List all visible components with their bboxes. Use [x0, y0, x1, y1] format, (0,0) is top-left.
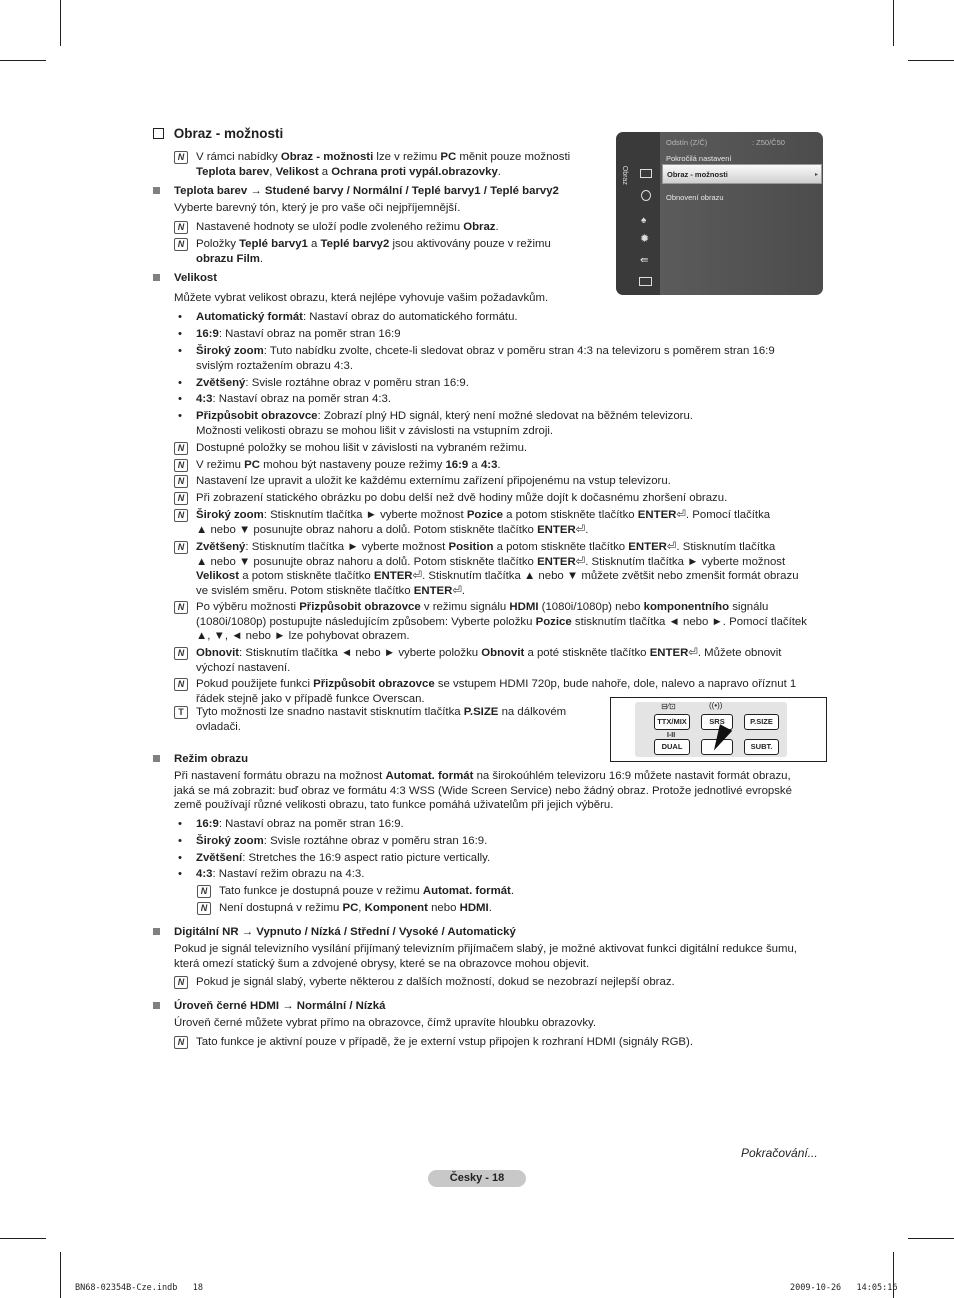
crop-mark: [0, 60, 46, 61]
subsection-heading: Digitální NR → Vypnuto / Nízká / Střední / Vysoké / Automatický: [153, 925, 813, 940]
remote-button[interactable]: DUAL: [654, 739, 690, 755]
note: N Pokud použijete funkci Přizpůsobit obrazovce se vstupem HDMI 720p, bude nahoře, dole, nalevo a napravo oříznut 1 řádek stejně jako v případě funkce Overscan.: [174, 677, 834, 692]
crop-mark: [908, 60, 954, 61]
footer-file: BN68-02354B-Cze.indb 18: [75, 1283, 203, 1293]
note-icon: N: [174, 442, 188, 455]
setup-icon: ✹: [640, 233, 650, 245]
list-item: • Široký zoom: Svisle roztáhne obraz v poměru stran 16:9.: [178, 835, 488, 847]
paragraph: Pokud je signál televizního vysílání přijímaný televizním přijímačem slabý, je možné aktivovat funkci digitální redukce šumu, která omezí statický šum a zdvojené obrysy, které se na obrazovce mohou objevit.: [174, 943, 797, 970]
note-icon: N: [174, 151, 188, 164]
note: N Široký zoom: Stisknutím tlačítka ► vyberte možnost Pozice a potom stiskněte tlačítko ENTER⏎. Pomocí tlačítka ▲ nebo ▼ posunujte obraz nahoru a dolů. Potom stiskněte tlačítko ENTER⏎.: [174, 508, 834, 523]
subsection-heading: Velikost: [153, 271, 813, 286]
bullet-square-icon: [153, 274, 160, 281]
page-number: Česky - 18: [428, 1170, 526, 1187]
note-icon: N: [174, 238, 188, 251]
note: N Po výběru možnosti Přizpůsobit obrazovce v režimu signálu HDMI (1080i/1080p) nebo komponentního signálu (1080i/1080p) postupujte následujícím způsobem: Vyberte položku Pozice stisknutím tlačítka ◄ nebo ►. Pomocí tlačítek ▲, ▼, ◄ nebo ► lze pohybovat obrazem.: [174, 600, 834, 615]
list-item: • 4:3: Nastaví režim obrazu na 4:3.: [178, 868, 365, 880]
remote-control-illustration: [610, 697, 827, 762]
crop-mark: [0, 1238, 46, 1239]
list-item: • Široký zoom: Tuto nabídku zvolte, chcete-li sledovat obraz v poměru stran 4:3 na televizoru s poměrem stran 16:9 svislým roztažením obrazu 4:3.: [178, 345, 775, 372]
ttx-icon: ⊟⁄⊡: [661, 702, 676, 711]
note: N Není dostupná v režimu PC, Komponent nebo HDMI.: [197, 901, 857, 916]
crop-mark: [908, 1238, 954, 1239]
note-icon: N: [174, 221, 188, 234]
note-icon: N: [197, 902, 211, 915]
note-cont: Teplota barev, Velikost a Ochrana proti vypál.obrazovky.: [196, 166, 501, 178]
note-icon: N: [174, 976, 188, 989]
menu-item-label: Obraz - možnosti: [667, 170, 728, 179]
note: N V režimu PC mohou být nastaveny pouze režimy 16:9 a 4:3.: [174, 458, 834, 473]
crop-mark: [893, 0, 894, 46]
srs-icon: ((•)): [709, 701, 723, 710]
note-icon: N: [174, 541, 188, 554]
menu-item-value: : Z50/Č50: [752, 138, 785, 147]
remote-button[interactable]: SRS: [701, 714, 733, 730]
tip: T Tyto možnosti lze snadno nastavit stisknutím tlačítka P.SIZE na dálkovém ovladači.: [174, 705, 834, 720]
list-item: • Zvětšení: Stretches the 16:9 aspect ratio picture vertically.: [178, 852, 491, 864]
remote-button[interactable]: TTX/MIX: [654, 714, 690, 730]
section-heading: [153, 127, 283, 142]
list-item: • Přizpůsobit obrazovce: Zobrazí plný HD signál, který není možné sledovat na běžném televizoru. Možnosti velikosti obrazu se mohou lišit v závislosti na vstupním zdroji.: [178, 410, 693, 437]
section-title: Obraz - možnosti: [173, 126, 284, 141]
menu-item-label: Obnovení obrazu: [666, 193, 724, 202]
paragraph: Můžete vybrat velikost obrazu, která nejlépe vyhovuje vašim požadavkům.: [174, 292, 549, 304]
checkbox-icon: [153, 128, 164, 139]
list-item: • 16:9: Nastaví obraz na poměr stran 16:9.: [178, 818, 404, 830]
menu-item-label: Odstín (Z/Č): [666, 138, 708, 147]
subsection-heading: Režim obrazu: [153, 752, 813, 767]
note: N Nastavení lze upravit a uložit ke každému externímu zařízení připojenému na vstup televizoru.: [174, 474, 834, 489]
note: N Při zobrazení statického obrázku po dobu delší než dvě hodiny může dojít k dočasnému zhoršení obrazu.: [174, 491, 834, 506]
note: N Nastavené hodnoty se uloží podle zvoleného režimu Obraz.: [174, 220, 834, 235]
bullet-square-icon: [153, 1002, 160, 1009]
note: N Položky Teplé barvy1 a Teplé barvy2 jsou aktivovány pouze v režimu obrazu Film.: [174, 237, 834, 252]
remote-button[interactable]: SUBT.: [744, 739, 779, 755]
note: N Dostupné položky se mohou lišit v závislosti na vybraném režimu.: [174, 441, 834, 456]
note-icon: N: [174, 509, 188, 522]
note: N Pokud je signál slabý, vyberte některou z dalších možností, dokud se nezobrazí nejlepší obraz.: [174, 975, 834, 990]
paragraph: Vyberte barevný tón, který je pro vaše oči nejpříjemnější.: [174, 202, 461, 214]
note: N Zvětšený: Stisknutím tlačítka ► vyberte možnost Position a potom stiskněte tlačítko ENTER⏎. Stisknutím tlačítka ▲ nebo ▼ posunujte obraz nahoru a dolů. Potom stiskněte tlačítko ENTER⏎. Stisknutím tlačítka ► vyberte možnost Velikost a potom stiskněte tlačítko ENTER⏎. Stisknutím tlačítka ▲ nebo ▼ můžete zvětšit nebo zmenšit formát obrazu ve svislém směru. Potom stiskněte tlačítko ENTER⏎.: [174, 540, 834, 555]
note-icon: N: [174, 459, 188, 472]
list-item: • 4:3: Nastaví obraz na poměr stran 4:3.: [178, 393, 392, 405]
note: N Obnovit: Stisknutím tlačítka ◄ nebo ► vyberte položku Obnovit a poté stiskněte tlačítko ENTER⏎. Můžete obnovit výchozí nastavení.: [174, 646, 834, 661]
bullet-square-icon: [153, 928, 160, 935]
note-icon: N: [174, 475, 188, 488]
note-icon: N: [174, 647, 188, 660]
remote-button-sublabel: I-II: [667, 732, 676, 739]
input-icon: ⇚: [640, 255, 649, 266]
note-icon: N: [174, 601, 188, 614]
bullet-square-icon: [153, 755, 160, 762]
channel-icon: ♠: [641, 215, 647, 226]
note: N Tato funkce je aktivní pouze v případě, že je externí vstup připojen k rozhraní HDMI (signály RGB).: [174, 1035, 834, 1050]
subsection-heading: Úroveň černé HDMI → Normální / Nízká: [153, 999, 813, 1014]
chevron-right-icon: ▸: [814, 172, 818, 178]
list-item: • Automatický formát: Nastaví obraz do automatického formátu.: [178, 311, 518, 323]
note: N V rámci nabídky Obraz - možnosti lze v režimu PC měnit pouze možnosti: [174, 150, 574, 165]
note: N Tato funkce je dostupná pouze v režimu Automat. formát.: [197, 884, 857, 899]
crop-mark: [60, 0, 61, 46]
remote-button[interactable]: P.SIZE: [744, 714, 779, 730]
list-item: • 16:9: Nastaví obraz na poměr stran 16:9: [178, 328, 401, 340]
paragraph: Úroveň černé můžete vybrat přímo na obrazovce, čímž upravíte hloubku obrazovky.: [174, 1017, 597, 1029]
note-icon: N: [174, 1036, 188, 1049]
note-icon: N: [174, 678, 188, 691]
note-icon: N: [197, 885, 211, 898]
menu-item-label: Pokročilá nastavení: [666, 154, 732, 163]
note-icon: N: [174, 492, 188, 505]
crop-mark: [60, 1252, 61, 1298]
continued-label: Pokračování...: [741, 1146, 818, 1160]
subsection-heading: Teplota barev → Studené barvy / Normální / Teplé barvy1 / Teplé barvy2: [153, 184, 813, 199]
menu-side-label: Obraz: [620, 165, 628, 185]
list-item: • Zvětšený: Svisle roztáhne obraz v poměru stran 16:9.: [178, 377, 469, 389]
paragraph: Při nastavení formátu obrazu na možnost Automat. formát na širokoúhlém televizoru 16:9 můžete nastavit formát obrazu, jaká se má zobrazit: buď obraz ve formátu 4:3 WSS (Wide Screen Service) nebo žádný obraz. Protože jednotlivé evropské země používají různé velikosti obrazu, tato funkce pomáhá uživatelům při jejich výběru.: [174, 770, 792, 812]
menu-item[interactable]: [666, 136, 785, 151]
bullet-square-icon: [153, 187, 160, 194]
tip-icon: T: [174, 706, 188, 719]
footer-date: 2009-10-26 14:05:16: [790, 1283, 898, 1293]
